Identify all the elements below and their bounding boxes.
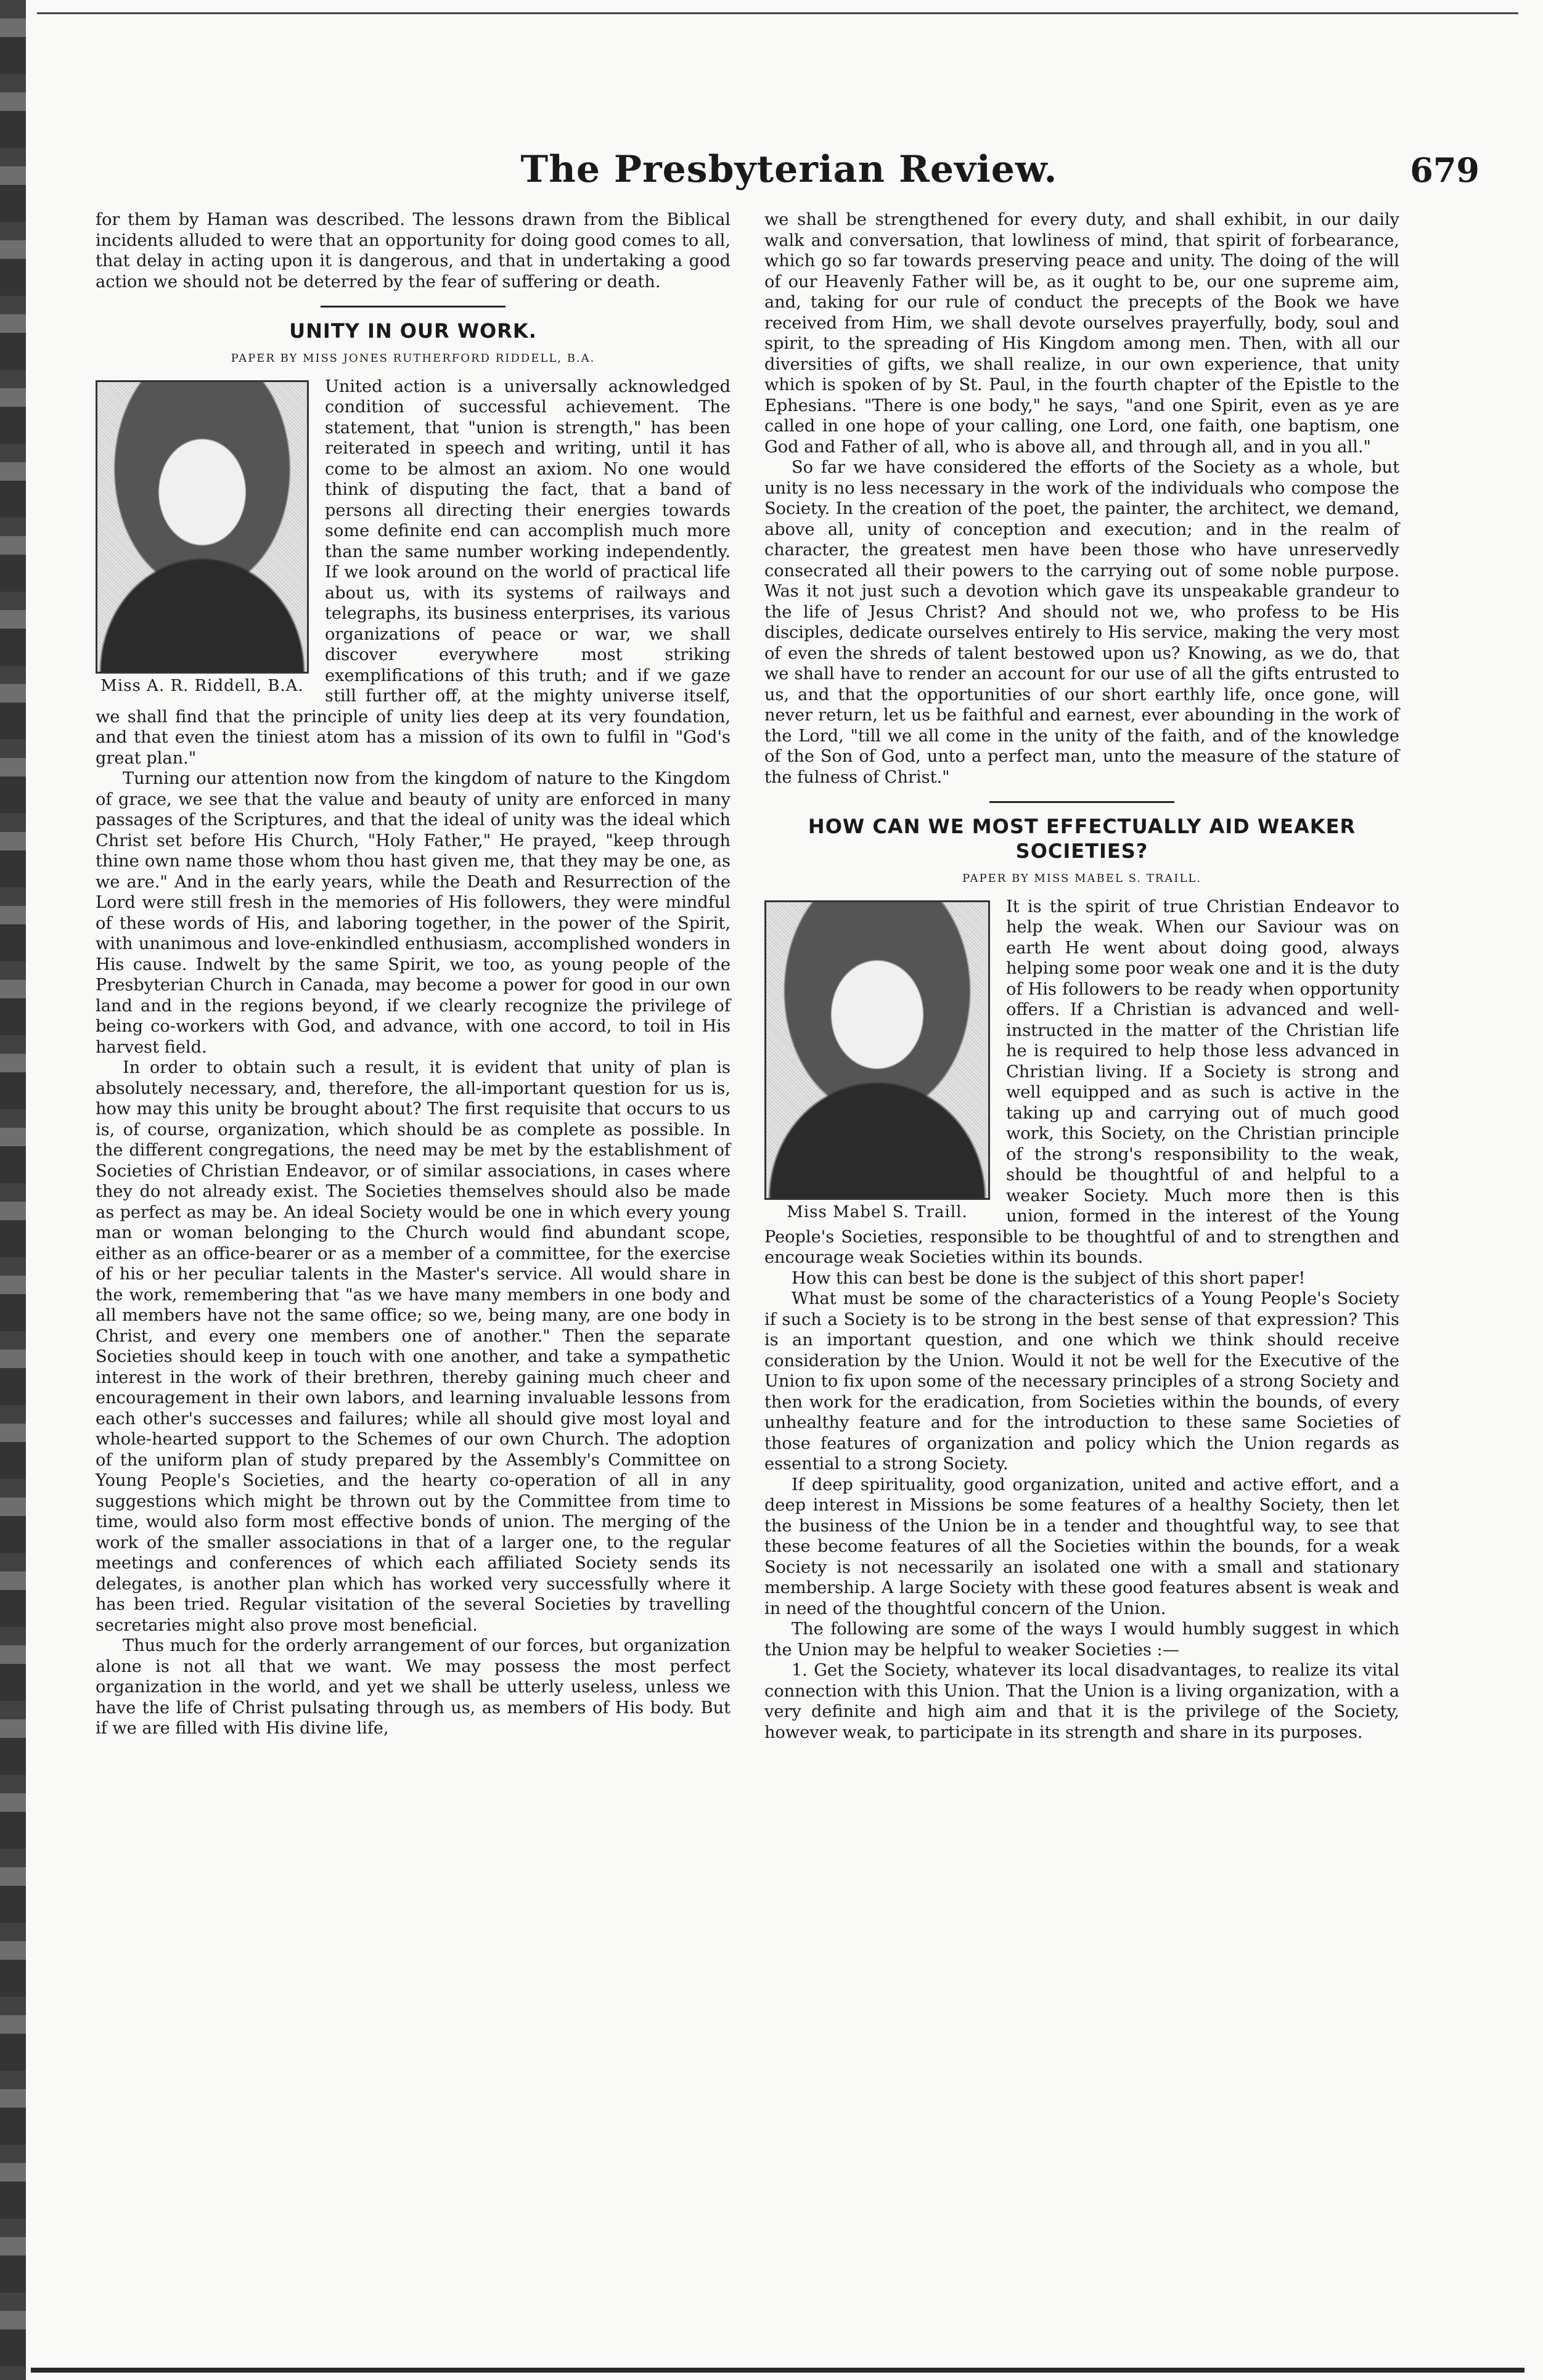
- article-paragraph: If deep spirituality, good organization, united and active effort, and a deep interest in Missions be some features of a healthy Society, then let the business of the Union be in a tender and thoughtful way, to see that these become features of all the Societies within the bounds, for a weak Society is not necessarily an isolated one with a small and stationary membership. A large Society with these good features absent is weak and in need of the thoughtful concern of the Union.: [764, 1475, 1399, 1618]
- article-paragraph: What must be some of the characteristics of a Young People's Society if such a Society is to be strong in the best sense of that expression? This is an important question, and one which we think should receive consideration by the Union. Would it not be well for the Executive of the Union to fix upon some of the necessary principles of a strong Society and then work for the eradication, from Societies within the bounds, of every unhealthy feature and for the introduction to these same Societies of those features of organization and policy which the Union regards as essential to a strong Society.: [764, 1289, 1399, 1473]
- page-header: [99, 148, 1480, 197]
- article-title: HOW CAN WE MOST EFFECTUALLY AID WEAKER SOCIETIES?: [808, 815, 1356, 863]
- publication-title: The Presbyterian Review.: [520, 148, 1058, 191]
- portrait-caption: Miss A. R. Riddell, B.A.: [100, 676, 304, 695]
- right-column: [764, 210, 1399, 1743]
- article-paragraph: United action is a universally acknowledged condition of successful achievement. The statement, that "union is strength," has been reiterated in speech and writing, until it has come to be almost an axiom. No one would think of disputing the fact, that a band of persons all directing their energies towards some definite end can accomplish much more than the same number working independently. If we look around on the world of practical life about us, with its systems of railways and telegraphs, its business enterprises, its various organizations of peace or war, we shall discover everywhere most striking exemplifications of this truth; and if we gaze still further off, at the mighty universe itself, we shall find that the principle of unity lies deep at its very foundation, and that even the tiniest atom has a mission of its own to fulfil in "God's great plan.": [96, 377, 731, 768]
- portrait-caption: Miss Mabel S. Traill.: [787, 1202, 968, 1221]
- article-byline: PAPER BY MISS JONES RUTHERFORD RIDDELL, B.A.: [231, 352, 596, 365]
- article-paragraph: Turning our attention now from the kingdom of nature to the Kingdom of grace, we see that the value and beauty of unity are enforced in many passages of the Scriptures, and that the ideal of unity was the ideal which Christ set before His Church, "Holy Father," He prayed, "keep through thine own name those whom thou hast given me, that they may be one, as we are." And in the early years, while the Death and Resurrection of the Lord were still fresh in the memories of His followers, they were mindful of these words of His, and laboring together, in the power of the Spirit, with unanimous and love-enkindled enthusiasm, accomplished wonders in His cause. Indwelt by the same Spirit, we too, as young people of the Presbyterian Church in Canada, may become a power for good in our own land and in the regions beyond, if we clearly recognize the privilege of being co-workers with God, and advance, with one accord, to toil in His harvest field.: [96, 769, 731, 1057]
- article-paragraph: we shall be strengthened for every duty, and shall exhibit, in our daily walk and conversation, that lowliness of mind, that spirit of forbearance, which go so far towards preserving peace and unity. The doing of the will of our Heavenly Father will be, as it ought to be, our one supreme aim, and, taking for our rule of conduct the precepts of the Book we have received from Him, we shall devote ourselves prayerfully, body, soul and spirit, to the spreading of His Kingdom among men. Then, with all our diversities of gifts, we shall realize, in our own experience, that unity which is spoken of by St. Paul, in the fourth chapter of the Epistle to the Ephesians. "There is one body," he says, "and one Spirit, even as ye are called in one hope of your calling, one Lord, one faith, one baptism, one God and Father of all, who is above all, and through all, and in you all.": [764, 210, 1399, 457]
- portrait-photo: [96, 380, 309, 674]
- top-rule: [37, 12, 1518, 14]
- section-divider: [989, 801, 1174, 803]
- article-paragraph: In order to obtain such a result, it is evident that unity of plan is absolutely necessary, and, therefore, the all-important question for us is, how may this unity be brought about? The first requisite that occurs to us is, of course, organization, which should be as complete as possible. In the different congregations, the need may be met by the establishment of Societies of Christian Endeavor, or of similar associations, in cases where they do not already exist. The Societies themselves should also be made as perfect as may be. An ideal Society would be one in which every young man or woman belonging to the Church would find abundant scope, either as an office-bearer or as a member of a committee, for the exercise of his or her peculiar talents in the Master's service. All would share in the work, remembering that "as we have many members in one body and all members have not the same office; so we, being many, are one body in Christ, and every one members one of another." Then the separate Societies should keep in touch with one another, and take a sympathetic interest in the work of their brethren, thereby gaining much cheer and encouragement in their own labors, and learning invaluable lessons from each other's successes and failures; while all should give most loyal and whole-hearted support to the Schemes of our own Church. The adoption of the uniform plan of study prepared by the Assembly's Committee on Young People's Societies, and the hearty co-operation of all in any suggestions which might be thrown out by the Committee from time to time, would also form most effective bonds of union. The merging of the work of the smaller associations in that of a larger one, to the regular meetings and conferences of which each affiliated Society sends its delegates, is another plan which has worked very successfully where it has been tried. Regular visitation of the several Societies by travelling secretaries might also prove most beneficial.: [96, 1058, 731, 1635]
- section-divider: [321, 306, 505, 308]
- article-title: UNITY IN OUR WORK.: [289, 319, 537, 343]
- continued-paragraph: for them by Haman was described. The lessons drawn from the Biblical incidents alluded to were that an opportunity for doing good comes to all, that delay in acting upon it is dangerous, and that in undertaking a good action we should not be deterred by the fear of suffering or death.: [96, 210, 731, 291]
- article-paragraph: How this can best be done is the subject of this short paper!: [792, 1268, 1306, 1288]
- article-paragraph: Thus much for the orderly arrangement of our forces, but organization alone is not all that we want. We may possess the most perfect organization in the world, and yet we shall be utterly useless, unless we have the life of Christ pulsating through us, as members of His body. But if we are filled with His divine life,: [96, 1636, 731, 1738]
- portrait-figure: [96, 380, 309, 697]
- article-paragraph: So far we have considered the efforts of the Society as a whole, but unity is no less necessary in the work of the individuals who compose the Society. In the creation of the poet, the painter, the architect, we demand, above all, unity of conception and execution; and in the realm of character, the greatest men have been those who have unreservedly consecrated all their powers to the carrying out of some noble purpose. Was it not just such a devotion which gave its unspeakable grandeur to the life of Jesus Christ? And should not we, who profess to be His disciples, dedicate ourselves entirely to His service, making the very most of even the shreds of talent bestowed upon us? Knowing, as we do, that we shall have to render an account for our use of all the gifts entrusted to us, and that the opportunities of our short earthly life, once gone, will never return, let us be faithful and earnest, ever abounding in the work of the Lord, "till we all come in the unity of the faith, and of the knowledge of the Son of God, unto a perfect man, unto the measure of the stature of the fulness of Christ.": [764, 458, 1399, 787]
- left-column: [96, 210, 731, 1739]
- page-number: 679: [1410, 150, 1480, 190]
- portrait-photo: [764, 900, 990, 1200]
- bottom-rule: [31, 2368, 1525, 2373]
- article-byline: PAPER BY MISS MABEL S. TRAILL.: [962, 872, 1201, 885]
- portrait-figure: [764, 900, 990, 1223]
- scan-binding-edge: [0, 0, 26, 2380]
- article-paragraph: 1. Get the Society, whatever its local disadvantages, to realize its vital connection with this Union. That the Union is a living organization, with a very definite and high aim and that it is the privilege of the Society, however weak, to participate in its strength and share in its purposes.: [764, 1661, 1399, 1742]
- article-paragraph: The following are some of the ways I would humbly suggest in which the Union may be helpful to weaker Societies :—: [764, 1620, 1399, 1660]
- article-paragraph: It is the spirit of true Christian Endeavor to help the weak. When our Saviour was on earth He went about doing good, always helping some poor weak one and it is the duty of His followers to be ready when opportunity offers. If a Christian is advanced and well-instructed in the matter of the Christian life he is required to help those less advanced in Christian living. If a Society is strong and well equipped and as such is active in the taking up and carrying out of much good work, this Society, on the Christian principle of the strong's responsibility to the weak, should be thoughtful of and helpful to a weaker Society. Much more then is this union, formed in the interest of the Young People's Societies, responsible to be thoughtful of and to strengthen and encourage weak Societies within its bounds.: [764, 897, 1399, 1267]
